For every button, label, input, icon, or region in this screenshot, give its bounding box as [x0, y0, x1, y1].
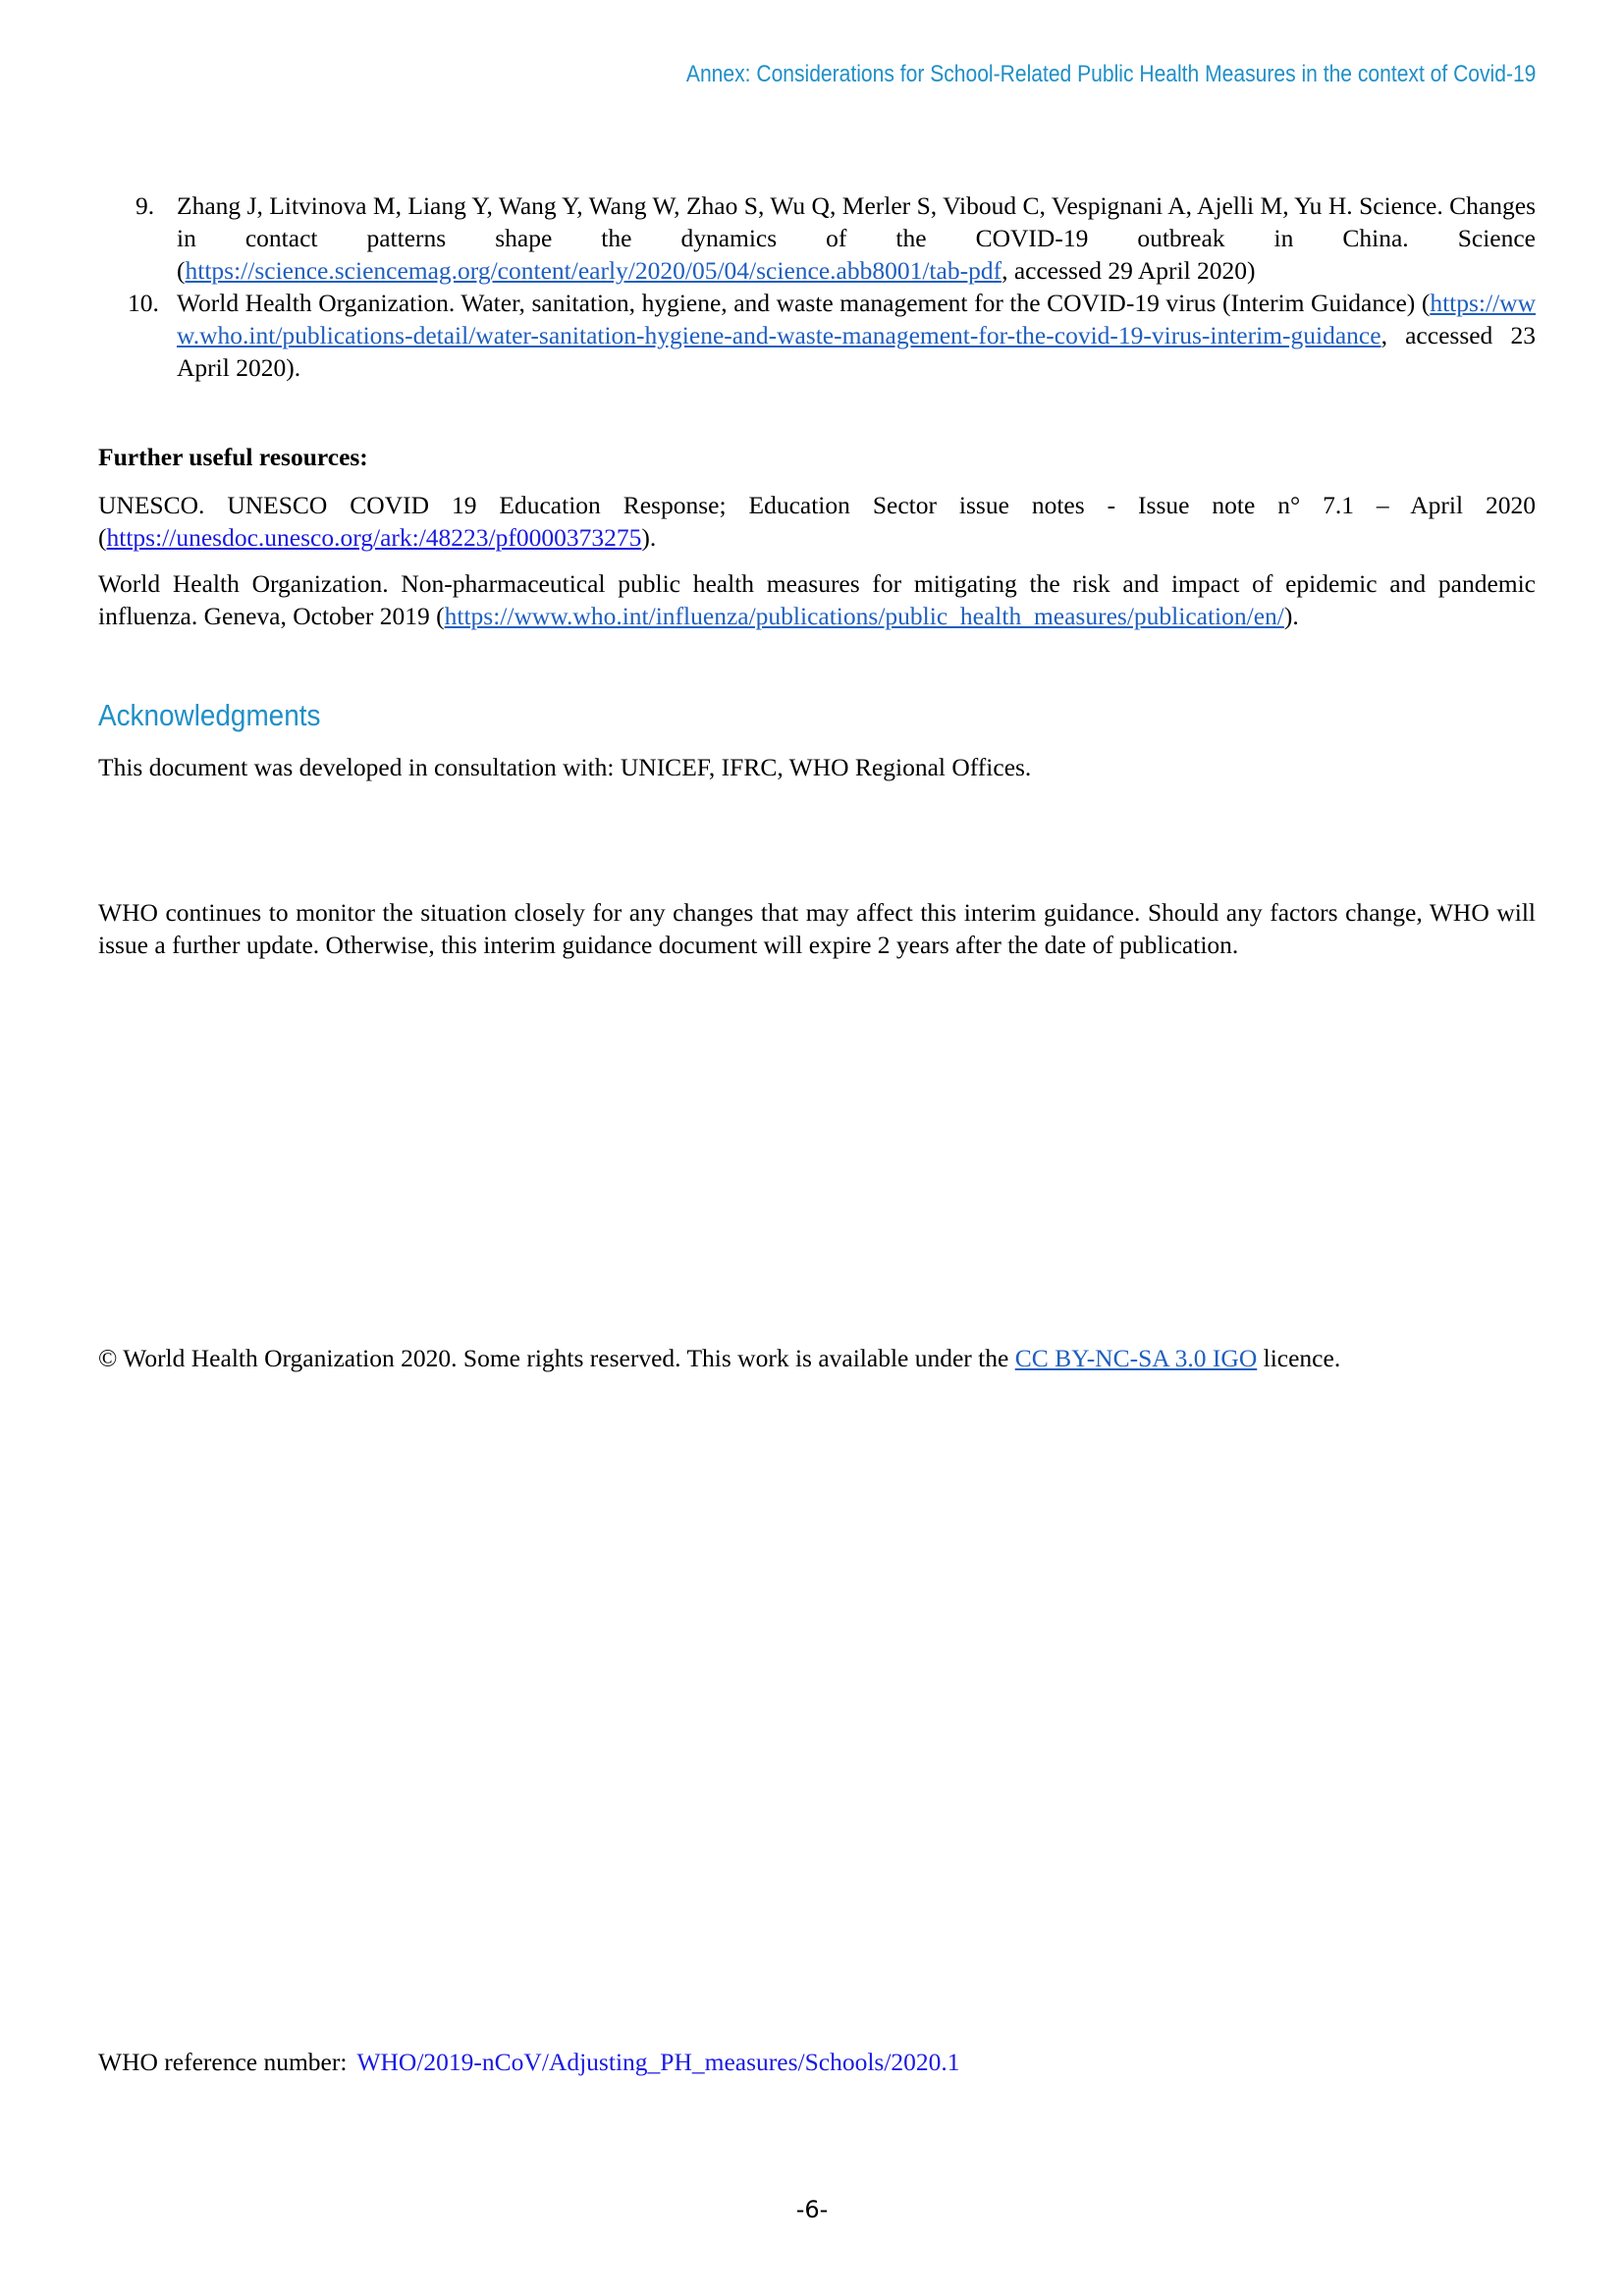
resource-text: UNESCO. UNESCO COVID 19 Education Response; Education Sector issue notes - Issue note n° 7.1 – April 2020 (	[98, 491, 1536, 552]
reference-number: 10.	[128, 289, 159, 317]
monitoring-statement: WHO continues to monitor the situation closely for any changes that may affect this interim guidance. Should any factors change, WHO will issue a further update. Otherwise, this interim guidance document will expire 2 years after the date of publication.	[98, 898, 1536, 959]
resource-link[interactable]: https://www.who.int/influenza/publications/public_health_measures/publication/en/	[444, 602, 1284, 630]
license-link[interactable]: CC BY-NC-SA 3.0 IGO	[1014, 1344, 1258, 1372]
page-number: -6-	[795, 2196, 829, 2223]
acknowledgments-title: Acknowledgments	[98, 698, 321, 732]
resource-link[interactable]: https://unesdoc.unesco.org/ark:/48223/pf0000373275	[106, 523, 642, 552]
reference-link[interactable]: https://www.who.int/publications-detail/water-sanitation-hygiene-and-waste-management-for-the-covid-19-virus-interim-guidance	[177, 289, 1536, 349]
further-resources-heading: Further useful resources:	[98, 443, 368, 471]
reference-number-value: WHO/2019-nCoV/Adjusting_PH_measures/Schools/2020.1	[356, 2048, 960, 2076]
copyright-text-end: licence.	[1257, 1344, 1341, 1372]
reference-list	[98, 189, 1536, 384]
resource-item	[98, 489, 1536, 554]
reference-number-label: WHO reference number:	[98, 2048, 348, 2076]
reference-link[interactable]: https://science.sciencemag.org/content/early/2020/05/04/science.abb8001/tab-pdf	[185, 256, 1002, 285]
resource-text: World Health Organization. Non-pharmaceutical public health measures for mitigating the risk and impact of epidemic and pandemic influenza. Geneva, October 2019 (	[98, 569, 1536, 630]
reference-item	[98, 189, 1536, 287]
reference-accessed: , accessed 29 April 2020)	[1001, 256, 1256, 285]
copyright-text: © World Health Organization 2020. Some rights reserved. This work is available under the	[98, 1344, 1015, 1372]
copyright-notice	[98, 1342, 1536, 1374]
reference-number: 9.	[135, 191, 155, 220]
running-header: Annex: Considerations for School-Related Public Health Measures in the context of Covid-19	[685, 61, 1536, 87]
reference-accessed: , accessed 23 April 2020).	[177, 321, 1536, 382]
reference-item	[98, 287, 1536, 384]
who-reference-number	[98, 2046, 1536, 2078]
resource-text-end: ).	[1283, 602, 1299, 630]
acknowledgments-text: This document was developed in consultation with: UNICEF, IFRC, WHO Regional Offices.	[98, 753, 1032, 781]
resource-text-end: ).	[641, 523, 657, 552]
reference-text: World Health Organization. Water, sanitation, hygiene, and waste management for the COVID-19 virus (Interim Guidance) (	[177, 289, 1431, 317]
resource-item	[98, 567, 1536, 632]
reference-text: Zhang J, Litvinova M, Liang Y, Wang Y, Wang W, Zhao S, Wu Q, Merler S, Viboud C, Vespignani A, Ajelli M, Yu H. Science. Changes in contact patterns shape the dynamics of the COVID-19 outbreak in China. Science (	[177, 191, 1536, 285]
